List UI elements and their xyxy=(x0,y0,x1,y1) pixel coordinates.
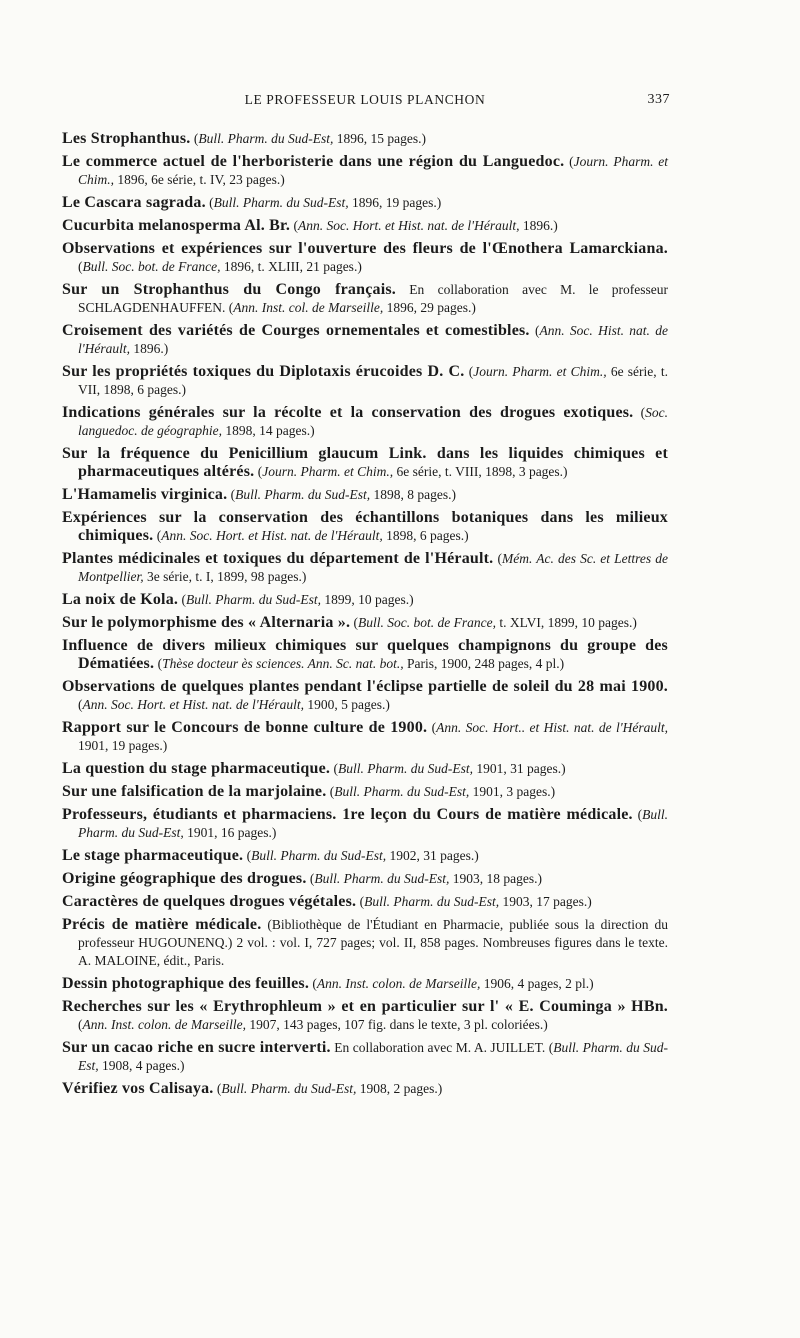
entry-title: Expériences sur la conservation des échantillons botaniques dans les milieux chimiques. xyxy=(62,509,668,544)
reference-details: 1896.) xyxy=(130,341,169,356)
reference-prefix: ( xyxy=(257,464,263,479)
entry-title: La question du stage pharmaceutique. xyxy=(62,760,331,777)
reference-prefix: ( xyxy=(431,720,437,735)
entry-title: Précis de matière médicale. xyxy=(62,916,262,933)
reference-details: 1901, 3 pages.) xyxy=(469,784,556,799)
reference-prefix: ( xyxy=(156,528,162,543)
page-number: 337 xyxy=(647,92,670,107)
bibliography-entry xyxy=(62,760,668,778)
reference-prefix: ( xyxy=(209,195,214,210)
bibliography-entry xyxy=(62,916,668,970)
reference-source: Ann. Soc. Hort. et Hist. nat. de l'Hérault, xyxy=(82,697,304,712)
reference-source: Bull. Pharm. du Sud-Est, xyxy=(334,784,470,799)
entry-title: Observations de quelques plantes pendant l'éclipse partielle de soleil du 28 mai 1900. xyxy=(62,678,668,695)
reference-details: 1896, t. XLIII, 21 pages.) xyxy=(220,259,362,274)
bibliography-entry xyxy=(62,550,668,586)
reference-prefix: ( xyxy=(193,131,199,146)
reference-details: 1901, 19 pages.) xyxy=(78,738,168,753)
entry-reference xyxy=(312,976,593,991)
reference-source: Bull. Soc. bot. de France, xyxy=(358,615,496,630)
entry-reference xyxy=(310,871,542,886)
bibliography-entry xyxy=(62,194,668,212)
reference-source: Ann. Inst. colon. de Marseille, xyxy=(82,1017,246,1032)
bibliography-entry xyxy=(62,783,668,801)
reference-source: Bull. Pharm. du Sud-Est, xyxy=(198,131,334,146)
entry-reference xyxy=(330,784,555,799)
entry-title: Sur la fréquence du Penicillium glaucum Link. dans les liquides chimiques et pharmaceutiques altérés. xyxy=(62,445,668,480)
bibliography-entry xyxy=(62,637,668,673)
reference-source: Bull. Pharm. du Sud-Est, xyxy=(213,195,349,210)
bibliography-entry xyxy=(62,806,668,842)
entry-reference xyxy=(78,259,362,274)
reference-source: Bull. Soc. bot. de France, xyxy=(82,259,221,274)
reference-details: 1896, 29 pages.) xyxy=(383,300,476,315)
bibliography-entry xyxy=(62,893,668,911)
reference-details: 1907, 143 pages, 107 fig. dans le texte, 3 pl. coloriées.) xyxy=(245,1017,548,1032)
reference-prefix: ( xyxy=(78,1017,83,1032)
reference-details: 1903, 18 pages.) xyxy=(449,871,543,886)
reference-prefix: ( xyxy=(230,487,236,502)
reference-prefix: ( xyxy=(78,697,83,712)
reference-details: 1903, 17 pages.) xyxy=(499,894,592,909)
reference-source: Bull. Pharm. du Sud-Est, xyxy=(364,894,500,909)
reference-details: 6e série, t. VII, 1898, 6 pages.) xyxy=(78,364,668,397)
reference-details: 1908, 2 pages.) xyxy=(356,1081,443,1096)
reference-source: Bull. Pharm. du Sud-Est, xyxy=(235,487,371,502)
reference-details: 1898, 6 pages.) xyxy=(382,528,469,543)
bibliography-entry xyxy=(62,614,668,632)
entry-title: Vérifiez vos Calisaya. xyxy=(62,1080,214,1097)
entry-reference xyxy=(360,894,592,909)
entry-reference xyxy=(181,592,413,607)
bibliography-entry xyxy=(62,509,668,545)
bibliography-entry xyxy=(62,998,668,1034)
entry-title: Sur les propriétés toxiques du Diplotaxis érucoides D. C. xyxy=(62,363,465,380)
entry-reference xyxy=(258,464,568,479)
reference-prefix: ( xyxy=(333,761,338,776)
entry-reference xyxy=(334,761,566,776)
reference-prefix: ( xyxy=(78,259,83,274)
reference-source: Journ. Pharm. et Chim., xyxy=(78,154,668,187)
reference-source: Bull. Pharm. du Sud-Est, xyxy=(338,761,473,776)
entry-reference xyxy=(157,528,469,543)
bibliography-entry xyxy=(62,363,668,399)
entry-reference xyxy=(194,131,426,146)
reference-source: Bull. Pharm. du Sud-Est, xyxy=(78,807,669,840)
entry-title: Croisement des variétés de Courges ornementales et comestibles. xyxy=(62,322,530,339)
reference-prefix: En collaboration avec M. A. JUILLET. ( xyxy=(334,1040,554,1055)
reference-source: Ann. Soc. Hort. et Hist. nat. de l'Hérault, xyxy=(297,218,520,233)
reference-prefix: ( xyxy=(534,323,540,338)
entry-title: Sur le polymorphisme des « Alternaria ». xyxy=(62,614,351,631)
reference-prefix: ( xyxy=(181,592,186,607)
reference-source: Journ. Pharm. et Chim., xyxy=(262,464,394,479)
entry-title: Rapport sur le Concours de bonne culture de 1900. xyxy=(62,719,428,736)
bibliography-entry xyxy=(62,130,668,148)
reference-prefix: ( xyxy=(157,656,163,671)
reference-prefix: ( xyxy=(468,364,474,379)
entry-title: Dessin photographique des feuilles. xyxy=(62,975,310,992)
entry-title: Sur un Strophanthus du Congo français. xyxy=(62,281,396,298)
entry-title: Observations et expériences sur l'ouverture des fleurs de l'Œnothera Lamarckiana. xyxy=(62,240,668,257)
entry-reference xyxy=(293,218,557,233)
bibliography-entry xyxy=(62,217,668,235)
reference-details: t. XLVI, 1899, 10 pages.) xyxy=(496,615,637,630)
reference-prefix: ( xyxy=(637,807,643,822)
reference-details: 1896, 15 pages.) xyxy=(333,131,426,146)
entry-title: Origine géographique des drogues. xyxy=(62,870,307,887)
reference-source: Bull. Pharm. du Sud-Est, xyxy=(185,592,321,607)
reference-prefix: ( xyxy=(246,848,252,863)
bibliography-entry xyxy=(62,322,668,358)
entry-title: Plantes médicinales et toxiques du département de l'Hérault. xyxy=(62,550,494,567)
entry-title: Indications générales sur la récolte et la conservation des drogues exotiques. xyxy=(62,404,634,421)
reference-source: Ann. Soc. Hort.. et Hist. nat. de l'Hérault, xyxy=(436,720,669,735)
reference-details: 1902, 31 pages.) xyxy=(386,848,479,863)
reference-details: 3e série, t. I, 1899, 98 pages.) xyxy=(143,569,307,584)
reference-prefix: ( xyxy=(359,894,365,909)
bibliography-entry xyxy=(62,281,668,317)
bibliography-entry xyxy=(62,719,668,755)
bibliography-entry xyxy=(62,1080,668,1098)
entry-title: Cucurbita melanosperma Al. Br. xyxy=(62,217,291,234)
reference-source: Bull. Pharm. du Sud-Est, xyxy=(251,848,387,863)
reference-prefix: ( xyxy=(216,1081,222,1096)
entry-title: Professeurs, étudiants et pharmaciens. 1re leçon du Cours de matière médicale. xyxy=(62,806,633,823)
reference-details: 1908, 4 pages.) xyxy=(98,1058,185,1073)
entry-title: Le commerce actuel de l'herboristerie dans une région du Languedoc. xyxy=(62,153,565,170)
reference-details: 1896, 19 pages.) xyxy=(348,195,442,210)
entry-title: Sur un cacao riche en sucre interverti. xyxy=(62,1039,331,1056)
running-head: LE PROFESSEUR LOUIS PLANCHON xyxy=(244,92,486,107)
bibliography-entry xyxy=(62,404,668,440)
entry-title: Le Cascara sagrada. xyxy=(62,194,206,211)
bibliography-entry xyxy=(62,240,668,276)
bibliography-entry xyxy=(62,1039,668,1075)
reference-source: Ann. Inst. colon. de Marseille, xyxy=(316,976,481,991)
reference-prefix: ( xyxy=(312,976,317,991)
bibliography-entry xyxy=(62,847,668,865)
bibliography-entry xyxy=(62,486,668,504)
reference-details: 1896.) xyxy=(519,218,558,233)
entry-reference xyxy=(78,1017,548,1032)
entry-title: Recherches sur les « Erythrophleum » et en particulier sur l' « E. Couminga » HBn. xyxy=(62,998,668,1015)
reference-source: Journ. Pharm. et Chim., xyxy=(473,364,607,379)
entry-reference xyxy=(158,656,565,671)
reference-source: Thèse docteur ès sciences. Ann. Sc. nat. bot., xyxy=(162,656,404,671)
reference-prefix: ( xyxy=(640,405,646,420)
reference-details: 6e série, t. VIII, 1898, 3 pages.) xyxy=(393,464,568,479)
reference-details: Paris, 1900, 248 pages, 4 pl.) xyxy=(403,656,565,671)
entry-reference xyxy=(209,195,441,210)
entry-reference xyxy=(217,1081,442,1096)
reference-prefix: En collaboration avec M. le professeur SCHLAGDENHAUFFEN. ( xyxy=(78,282,669,315)
reference-prefix: (Bibliothèque de l'Étudiant en Pharmacie, publiée sous la direction du professeur HUGOUNENQ.) 2 vol. : vol. I, 727 pages; vol. II, 858 pages. Nombreuses figures dans le texte. A. MALOINE, édit., Paris. xyxy=(78,917,669,968)
entry-reference xyxy=(354,615,637,630)
reference-details: 1901, 31 pages.) xyxy=(473,761,566,776)
bibliography-entry xyxy=(62,591,668,609)
reference-details: 1906, 4 pages, 2 pl.) xyxy=(480,976,594,991)
bibliography-entry xyxy=(62,153,668,189)
entry-title: L'Hamamelis virginica. xyxy=(62,486,228,503)
reference-prefix: ( xyxy=(329,784,335,799)
reference-details: 1900, 5 pages.) xyxy=(304,697,390,712)
entry-title: Caractères de quelques drogues végétales. xyxy=(62,893,357,910)
reference-prefix: ( xyxy=(293,218,298,233)
reference-source: Ann. Soc. Hist. nat. de l'Hérault, xyxy=(78,323,668,356)
entry-title: Influence de divers milieux chimiques sur quelques champignons du groupe des Dématiées. xyxy=(62,637,668,672)
entry-title: La noix de Kola. xyxy=(62,591,179,608)
entry-reference xyxy=(231,487,456,502)
entry-reference xyxy=(78,697,390,712)
reference-details: 1899, 10 pages.) xyxy=(320,592,414,607)
bibliography-entry xyxy=(62,870,668,888)
reference-source: Soc. languedoc. de géographie, xyxy=(78,405,669,438)
bibliography-list xyxy=(62,130,668,1103)
reference-prefix: ( xyxy=(309,871,315,886)
reference-prefix: ( xyxy=(353,615,359,630)
entry-reference xyxy=(247,848,479,863)
reference-details: 1896, 6e série, t. IV, 23 pages.) xyxy=(114,172,285,187)
bibliography-entry xyxy=(62,445,668,481)
reference-details: 1901, 16 pages.) xyxy=(183,825,277,840)
reference-source: Bull. Pharm. du Sud-Est, xyxy=(221,1081,357,1096)
bibliography-entry xyxy=(62,678,668,714)
bibliography-entry xyxy=(62,975,668,993)
reference-source: Bull. Pharm. du Sud-Est, xyxy=(314,871,450,886)
reference-prefix: ( xyxy=(497,551,502,566)
reference-source: Ann. Soc. Hort. et Hist. nat. de l'Hérault, xyxy=(161,528,383,543)
reference-details: 1898, 14 pages.) xyxy=(221,423,315,438)
reference-prefix: ( xyxy=(569,154,574,169)
entry-title: Le stage pharmaceutique. xyxy=(62,847,244,864)
reference-source: Ann. Inst. col. de Marseille, xyxy=(233,300,384,315)
entry-title: Sur une falsification de la marjolaine. xyxy=(62,783,327,800)
entry-title: Les Strophanthus. xyxy=(62,130,191,147)
reference-source: Mém. Ac. des Sc. et Lettres de Montpellier, xyxy=(78,551,669,584)
reference-details: 1898, 8 pages.) xyxy=(370,487,457,502)
reference-source: Bull. Pharm. du Sud-Est, xyxy=(78,1040,669,1073)
